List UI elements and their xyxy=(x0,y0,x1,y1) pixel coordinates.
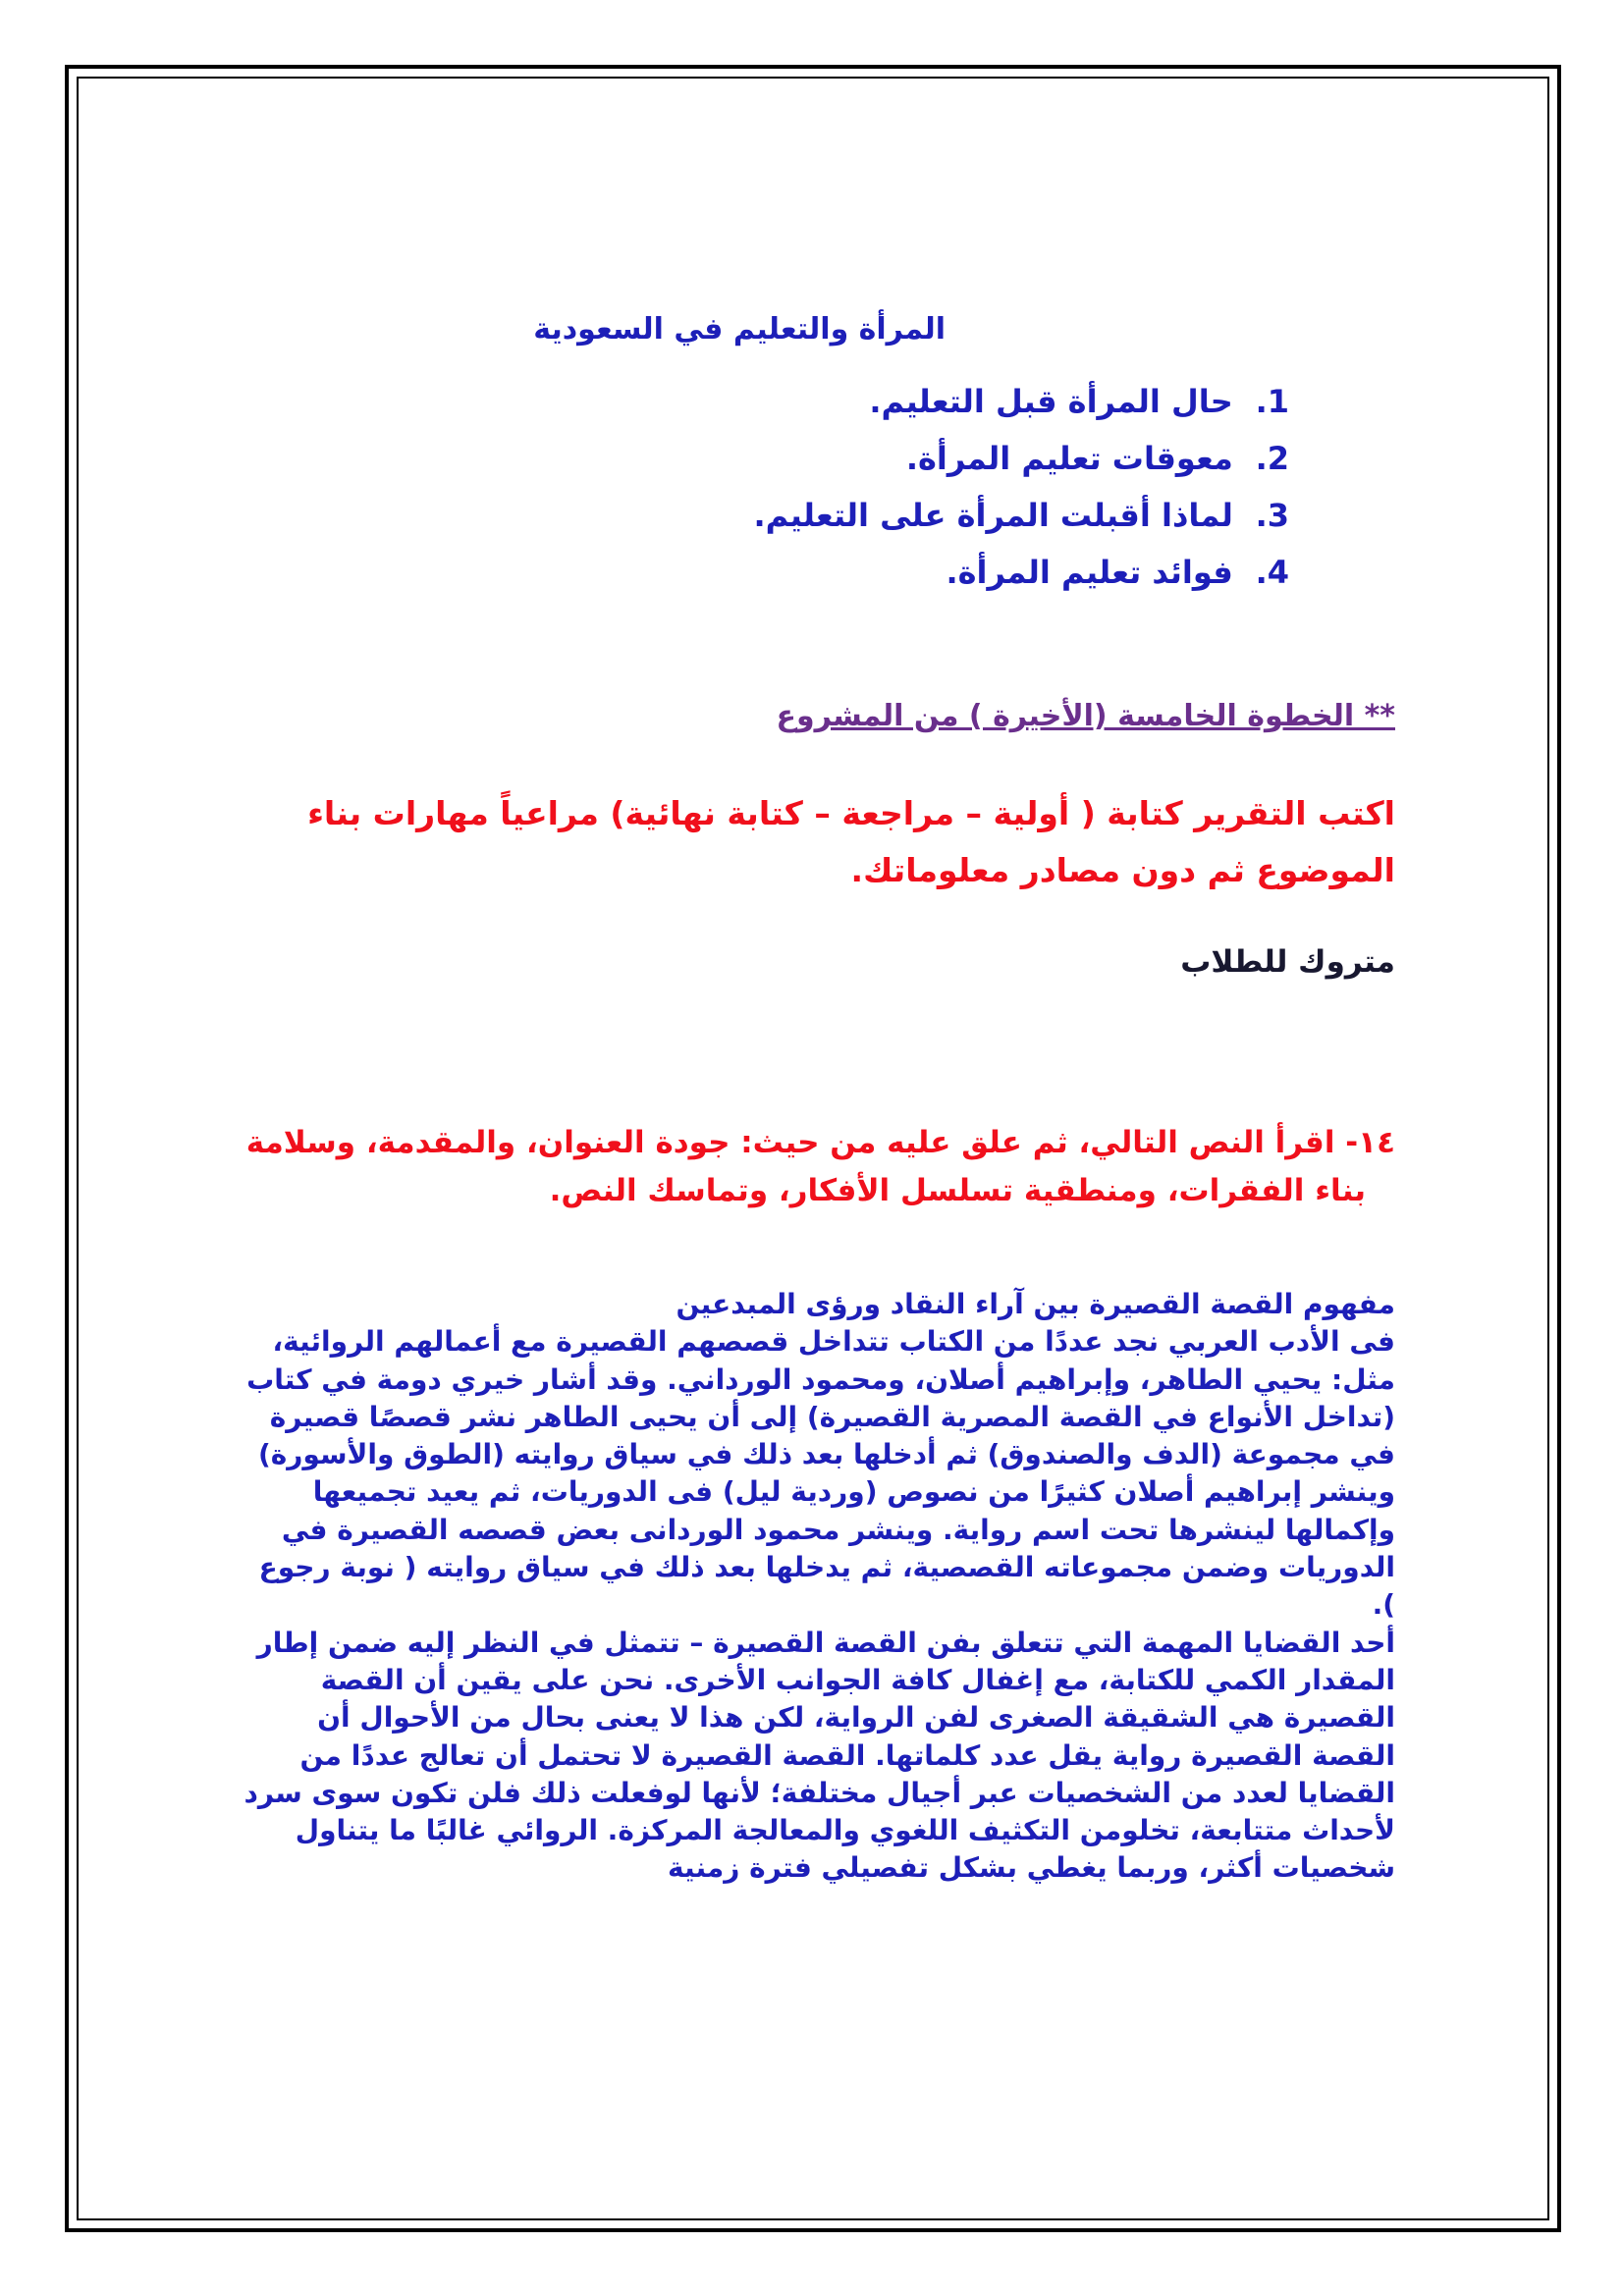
outline-item: 4. فوائد تعليم المرأة. xyxy=(946,554,1289,591)
question-14 xyxy=(227,1119,1395,1215)
task-instruction: اكتب التقرير كتابة ( أولية – مراجعة – كتابة نهائية) مراعياً مهارات بناء الموضوع ثم دون مصادر معلوماتك. xyxy=(307,794,1395,889)
article xyxy=(227,1286,1395,1888)
outline-item: 3. لماذا أقبلت المرأة على التعليم. xyxy=(753,497,1289,534)
article-paragraph-2: أحد القضايا المهمة التي تتعلق بفن القصة القصيرة – تتمثل في النظر إليه ضمن إطار المقدار الكمي للكتابة، مع إغفال كافة الجوانب الأخرى. نحن على يقين أن القصة القصيرة هي الشقيقة الصغرى لفن الرواية، لكن هذا لا يعنى بحال من الأحوال أن القصة القصيرة رواية يقل عدد كلماتها. القصة القصيرة لا تحتمل أن تعالج عددًا من القضايا لعدد من الشخصيات عبر أجيال مختلفة؛ لأنها لوفعلت ذلك فلن تكون سوى سرد لأحداث متتابعة، تخلومن التكثيف اللغوي والمعالجة المركزة. الروائي غالبًا ما يتناول شخصيات أكثر، وربما يغطي بشكل تفصيلي فترة زمنية xyxy=(243,1626,1395,1885)
outline-item: 2. معوقات تعليم المرأة. xyxy=(905,440,1289,477)
outline-list xyxy=(754,373,1289,601)
question-14-line2: بناء الفقرات، ومنطقية تسلسل الأفكار، وتماسك النص. xyxy=(549,1173,1366,1208)
left-note: متروك للطلاب xyxy=(1180,944,1395,980)
step-heading: ** الخطوة الخامسة (الأخيرة ) من المشروع xyxy=(776,699,1395,733)
outline-item: 1. حال المرأة قبل التعليم. xyxy=(869,383,1289,420)
article-heading: مفهوم القصة القصيرة بين آراء النقاد ورؤى المبدعين xyxy=(676,1288,1395,1320)
page-title: المرأة والتعليم في السعودية xyxy=(533,312,946,347)
question-14-line1: ١٤- اقرأ النص التالي، ثم علق عليه من حيث: جودة العنوان، والمقدمة، وسلامة xyxy=(245,1125,1395,1160)
article-paragraph-1: فى الأدب العربي نجد عددًا من الكتاب تتداخل قصصهم القصيرة مع أعمالهم الروائية، مثل: يحيي الطاهر، وإبراهيم أصلان، ومحمود الورداني. وقد أشار خيري دومة في كتاب (تداخل الأنواع في القصة المصرية القصيرة) إلى أن يحيى الطاهر نشر قصصًا قصيرة في مجموعة (الدف والصندوق) ثم أدخلها بعد ذلك في سياق روايته (الطوق والأسورة) وينشر إبراهيم أصلان كثيرًا من نصوص (وردية ليل) فى الدوريات، ثم يعيد تجميعها وإكمالها لينشرها تحت اسم رواية. وينشر محمود الوردانى بعض قصصه القصيرة في الدوريات وضمن مجموعاته القصصية، ثم يدخلها بعد ذلك في سياق روايته ( نوبة رجوع ). xyxy=(246,1325,1395,1622)
